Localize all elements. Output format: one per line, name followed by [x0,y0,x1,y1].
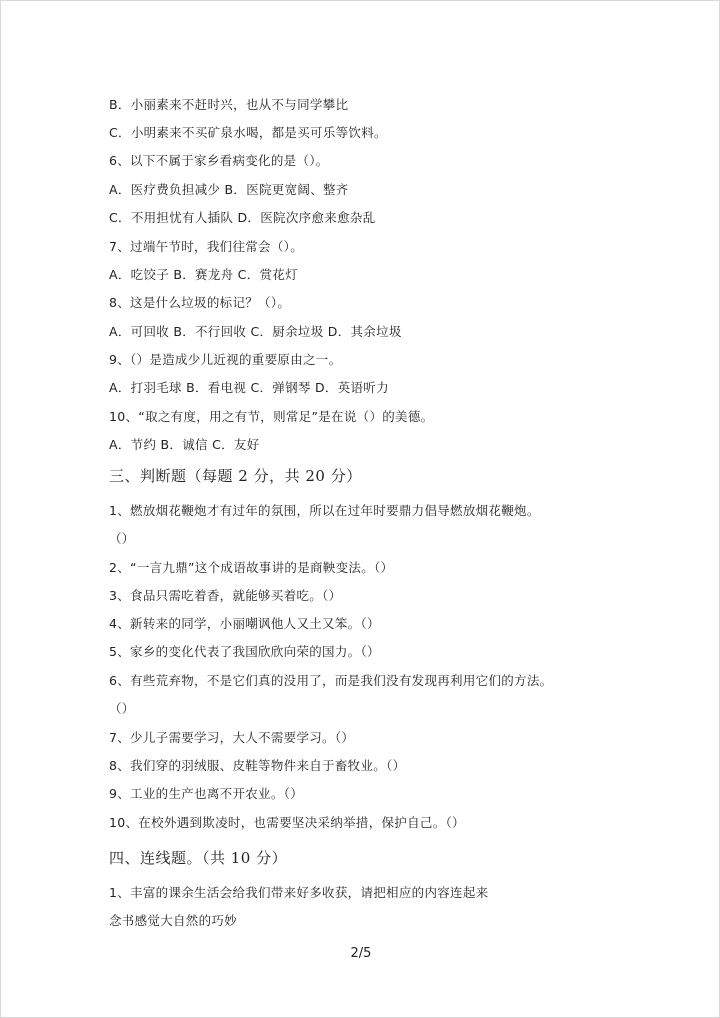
question-line: 10、“取之有度，用之有节，则常足”是在说（）的美德。 [109,409,434,424]
question-line: 1、燃放烟花鞭炮才有过年的氛围，所以在过年时要鼎力倡导燃放烟花鞭炮。 [109,503,540,518]
option-line: A．吃饺子 B．赛龙舟 C．赏花灯 [109,267,298,282]
question-line: 6、以下不属于家乡看病变化的是（）。 [109,153,329,168]
option-line: B．小丽素来不赶时兴，也从不与同学攀比 [109,97,349,112]
option-line: A．打羽毛球 B．看电视 C．弹钢琴 D．英语听力 [109,380,389,395]
answer-blank: （） [109,531,135,546]
section-heading: 四、连线题。（共 10 分） [109,849,288,867]
answer-blank: （） [109,701,135,716]
question-line: 7、过端午节时，我们往常会（）。 [109,239,304,254]
question-line: 8、我们穿的羽绒服、皮鞋等物件来自于畜牧业。（） [109,758,406,773]
page-number: 2/5 [350,946,372,961]
question-line: 1、丰富的课余生活会给我们带来好多收获，请把相应的内容连起来 [109,885,489,900]
option-line: C．不用担忧有人插队 D．医院次序愈来愈杂乱 [109,210,376,225]
question-line: 6、有些荒弃物，不是它们真的没用了，而是我们没有发现再利用它们的方法。 [109,673,553,688]
option-line: A．可回收 B．不行回收 C．厨余垃圾 D．其余垃圾 [109,324,402,339]
question-line: 7、少儿子需要学习，大人不需要学习。（） [109,730,355,745]
section-heading: 三、判断题（每题 2 分，共 20 分） [109,467,362,485]
question-line: 10、在校外遇到欺凌时，也需要坚决采纳举措，保护自己。（） [109,815,465,830]
option-line: C．小明素来不买矿泉水喝，都是买可乐等饮料。 [109,125,387,140]
question-line: 9、（）是造成少儿近视的重要原由之一。 [109,352,342,367]
question-line: 9、工业的生产也离不开农业。（） [109,786,304,801]
question-line: 3、食品只需吃着香，就能够买着吃。（） [109,588,342,603]
option-line: A．医疗费负担减少 B．医院更宽阔、整齐 [109,182,349,197]
matching-item: 念书感觉大自然的巧妙 [109,913,238,928]
question-line: 2、“一言九鼎”这个成语故事讲的是商鞅变法。（） [109,560,394,575]
question-line: 5、家乡的变化代表了我国欣欣向荣的国力。（） [109,644,380,659]
question-line: 4、新转来的同学，小丽嘲讽他人又土又笨。（） [109,616,380,631]
option-line: A．节约 B．诚信 C．友好 [109,437,260,452]
question-line: 8、这是什么垃圾的标记？（）。 [109,295,291,310]
